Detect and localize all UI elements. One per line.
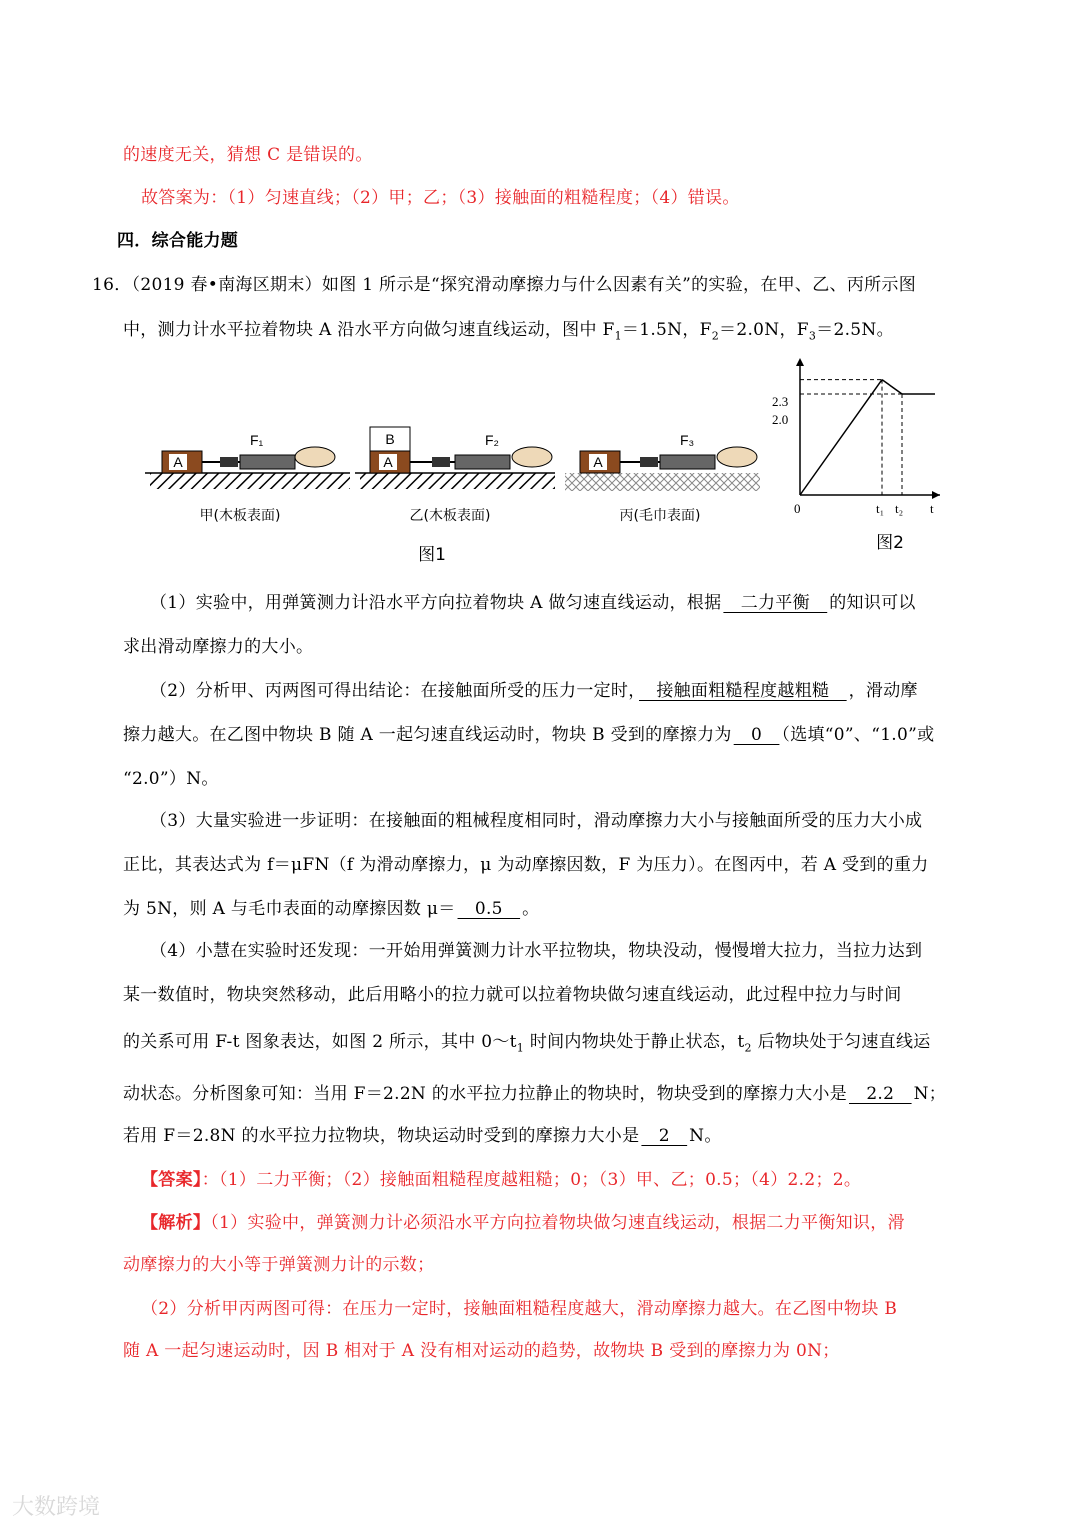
- q16-line2: 中，测力计水平拉着物块 A 沿水平方向做匀速直线运动，图中 $F_1=1.5N$，$F_2=2.0N$，$F_3=2.5N$。: [123, 320, 894, 343]
- q16-line1: 16．（2019 春•南海区期末）如图 1 所示是“探究滑动摩擦力与什么因素有关”的实验，在甲、乙、丙所示图: [92, 275, 917, 295]
- sub2-line3: “2.0”）N。: [123, 769, 219, 789]
- prev-paragraph: 的速度无关，猜想 C 是错误的。: [123, 145, 373, 165]
- analysis-line2: 动摩擦力的大小等于弹簧测力计的示数；: [123, 1255, 435, 1275]
- sub4-line1: （4）小慧在实验时还发现：一开始用弹簧测力计水平拉物块，物块没动，慢慢增大拉力，当拉力达到: [150, 941, 923, 961]
- blank-2b: 0: [733, 725, 780, 745]
- sub4-line2: 某一数值时，物块突然移动，此后用略小的拉力就可以拉着物块做匀速直线运动，此过程中拉力与时间: [123, 985, 902, 1005]
- block-b: B: [385, 431, 395, 447]
- blank-4b: 2: [641, 1126, 688, 1146]
- prev-answer: 故答案为：（1）匀速直线；（2）甲；乙；（3）接触面的粗糙程度；（4）错误。: [141, 188, 740, 208]
- sub4-line5: 若用 F＝2.8N 的水平拉力拉物块，物块运动时受到的摩擦力大小是 2 N。: [123, 1126, 722, 1146]
- block-a-bing: A: [593, 454, 603, 470]
- answer-line: 【答案】：（1）二力平衡；（2）接触面粗糙程度越粗糙；0；（3）甲、乙；0.5；（4）2.2；2。: [141, 1170, 862, 1190]
- analysis-line3: （2）分析甲丙两图可得：在压力一定时，接触面粗糙程度越大，滑动摩擦力越大。在乙图中物块 B: [141, 1299, 898, 1319]
- block-a-yi: A: [383, 454, 393, 470]
- sub4-line4: 动状态。分析图象可知：当用 F＝2.2N 的水平拉力拉静止的物块时，物块受到的摩擦力大小是 2.2 N；: [123, 1084, 947, 1104]
- blank-1: 二力平衡: [723, 593, 828, 613]
- x-axis-label: t: [930, 501, 934, 516]
- force-f3: F₃: [680, 432, 695, 448]
- block-a: A: [173, 454, 183, 470]
- label-jia: 甲(木板表面): [199, 508, 281, 524]
- figure-1-caption: 图1: [418, 545, 446, 565]
- blank-2a: 接触面粗糙程度越粗糙: [639, 681, 847, 701]
- origin-label: 0: [794, 501, 801, 516]
- sub2-line1: （2）分析甲、丙两图可得出结论：在接触面所受的压力一定时， 接触面粗糙程度越粗糙 ，滑动摩: [150, 681, 918, 701]
- analysis-line4: 随 A 一起匀速运动时，因 B 相对于 A 没有相对运动的趋势，故物块 B 受到的摩擦力为 0N；: [123, 1341, 840, 1361]
- y-tick-2-3: 2.3: [772, 394, 789, 409]
- figure-1: [140, 415, 765, 575]
- x-tick-t2: t₂: [895, 501, 904, 516]
- watermark: 大数跨境: [12, 1495, 101, 1520]
- figure-2-caption: 图2: [876, 533, 904, 553]
- blank-4a: 2.2: [849, 1084, 912, 1104]
- figure-2-chart: [770, 350, 950, 560]
- force-f1: F₁: [250, 432, 264, 448]
- y-tick-2-0: 2.0: [772, 412, 789, 427]
- blank-3: 0.5: [457, 899, 521, 919]
- force-f2: F₂: [485, 432, 499, 448]
- x-tick-t1: t₁: [876, 501, 885, 516]
- rising-segment: [800, 380, 882, 495]
- sub4-line3: 的关系可用 F-t 图象表达，如图 2 所示，其中 $0\sim t_1$ 时间内物块处于静止状态，$t_2$ 后物块处于匀速直线运: [123, 1032, 931, 1055]
- label-bing: 丙(毛巾表面): [619, 508, 701, 524]
- sub3-line3: 为 5N，则 A 与毛巾表面的动摩擦因数 μ＝ 0.5 。: [123, 899, 540, 919]
- falling-segment: [882, 380, 902, 394]
- sub3-line2: 正比，其表达式为 f＝μFN（f 为滑动摩擦力，μ 为动摩擦因数，F 为压力）。在图丙中，若 A 受到的重力: [123, 855, 929, 875]
- sub2-line2: 擦力越大。在乙图中物块 B 随 A 一起匀速直线运动时，物块 B 受到的摩擦力为 0 （选填“0”、“1.0”或: [123, 725, 935, 745]
- setup-jia: [145, 432, 350, 524]
- analysis-line1: 【解析】（1）实验中，弹簧测力计必须沿水平方向拉着物块做匀速直线运动，根据二力平衡知识，滑: [141, 1213, 905, 1233]
- section-title: 四．综合能力题: [117, 231, 239, 251]
- sub1-line1: （1）实验中，用弹簧测力计沿水平方向拉着物块 A 做匀速直线运动，根据 二力平衡 的知识可以: [150, 593, 916, 613]
- setup-yi: [355, 427, 555, 524]
- sub3-line1: （3）大量实验进一步证明：在接触面的粗械程度相同时，滑动摩擦力大小与接触面所受的压力大小成: [150, 811, 923, 831]
- sub1-line2: 求出滑动摩擦力的大小。: [123, 637, 314, 657]
- label-yi: 乙(木板表面): [409, 508, 491, 524]
- setup-bing: [565, 432, 760, 524]
